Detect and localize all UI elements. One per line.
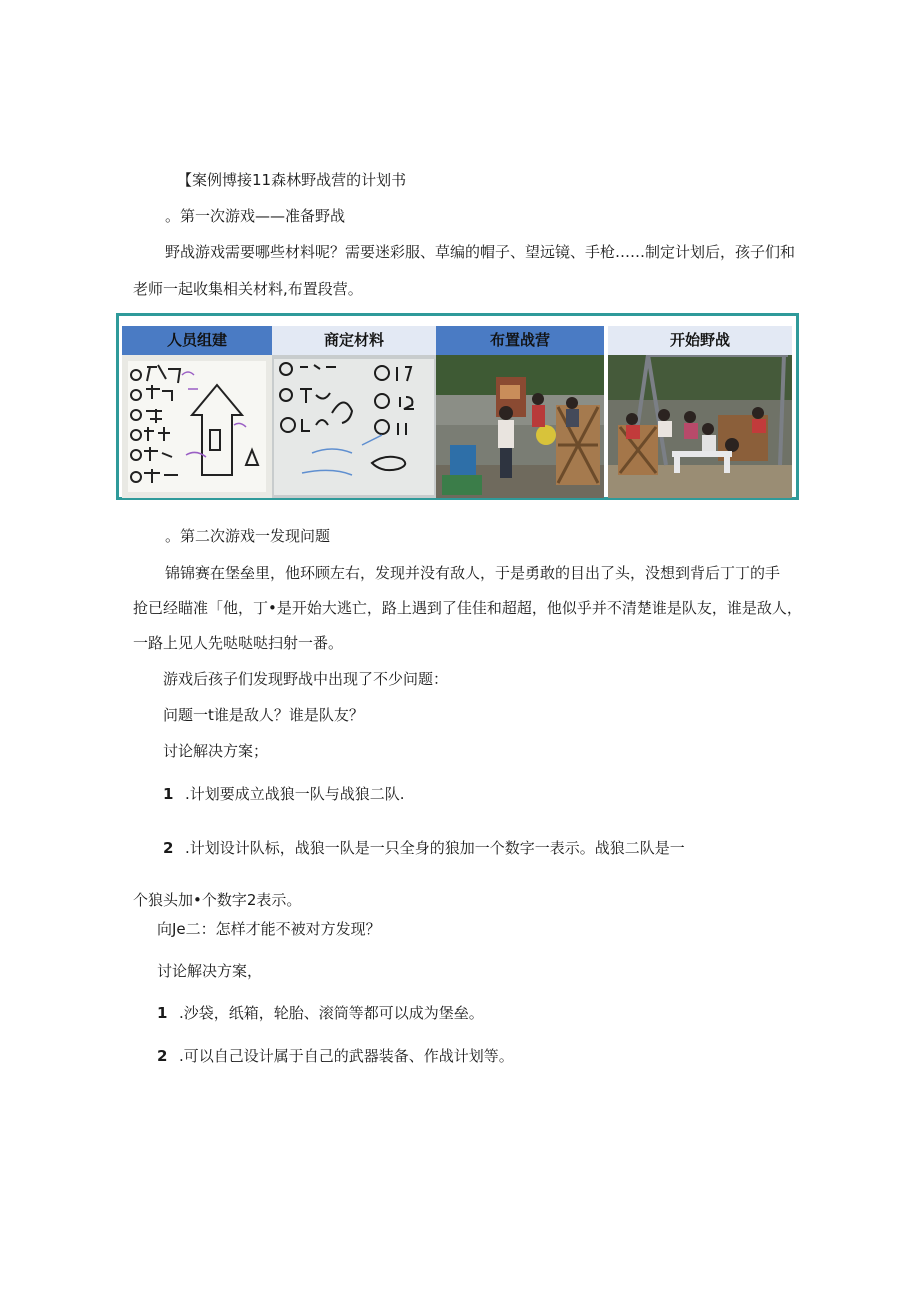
case-heading: 【案例博接11森林野战营的计划书: [177, 171, 407, 189]
item-text: .沙袋，纸箱，轮胎、滚筒等都可以成为堡垒。: [179, 1004, 484, 1022]
question-one: 问题一t谁是敌人？谁是队友？: [163, 706, 364, 724]
photo-strip: [116, 313, 799, 500]
photo-panel-camp: [436, 326, 604, 498]
section2-para-line3: 一路上见人先哒哒哒扫射一番。: [133, 634, 344, 652]
solution-2-1: [157, 1003, 484, 1023]
item-number: 2: [163, 839, 174, 857]
battle-photo: [608, 355, 792, 498]
section1-title: 。第一次游戏——准备野战: [165, 207, 346, 225]
photo-label: 布置战营: [436, 326, 604, 355]
section1-para-line2: 老师一起收集相关材料,布置段营。: [133, 280, 363, 298]
photo-panel-materials: [272, 326, 436, 498]
item-text: .可以自己设计属于自己的武器装备、作战计划等。: [179, 1047, 514, 1065]
section2-title: 。第二次游戏一发现问题: [165, 527, 331, 545]
solution-1-2-continued: 个狼头加•个数字2表示。: [133, 891, 302, 909]
photo-panel-team: [122, 326, 272, 498]
solution-1-2: [163, 838, 685, 858]
after-game-text: 游戏后孩子们发现野战中出现了不少问题：: [163, 670, 449, 688]
item-number: 2: [157, 1047, 168, 1065]
item-text: .计划要成立战狼一队与战狼二队.: [185, 785, 405, 803]
drawing-image: [272, 355, 436, 498]
solution-1-1: [163, 784, 405, 804]
photo-panel-battle: [608, 326, 792, 498]
section2-para-line2: 抢已经瞄准「他，丁•是开始大逃亡，路上遇到了佳佳和超超，他似乎并不清楚谁是队友，谁是敌人，: [133, 599, 802, 617]
solution-2-2: [157, 1046, 514, 1066]
discussion-label-1: 讨论解决方案；: [163, 742, 269, 760]
item-number: 1: [157, 1004, 168, 1022]
item-text: .计划设计队标，战狼一队是一只全身的狼加一个数字一表示。战狼二队是一: [185, 839, 685, 857]
photo-label: 开始野战: [608, 326, 792, 355]
section2-para-line1: 锦锦赛在堡垒里，他环顾左右，发现并没有敌人，于是勇敢的目出了头，没想到背后丁丁的手: [165, 564, 781, 582]
camp-photo: [436, 355, 604, 498]
question-two: 向Je二：怎样才能不被对方发现？: [157, 920, 381, 938]
section1-para-line1: 野战游戏需要哪些材料呢？需要迷彩服、草编的帽子、望远镜、手枪……制定计划后，孩子们和: [165, 243, 796, 261]
photo-label: 商定材料: [272, 326, 436, 355]
drawing-image: [122, 355, 272, 498]
discussion-label-2: 讨论解决方案，: [157, 962, 263, 980]
item-number: 1: [163, 785, 174, 803]
photo-label: 人员组建: [122, 326, 272, 355]
